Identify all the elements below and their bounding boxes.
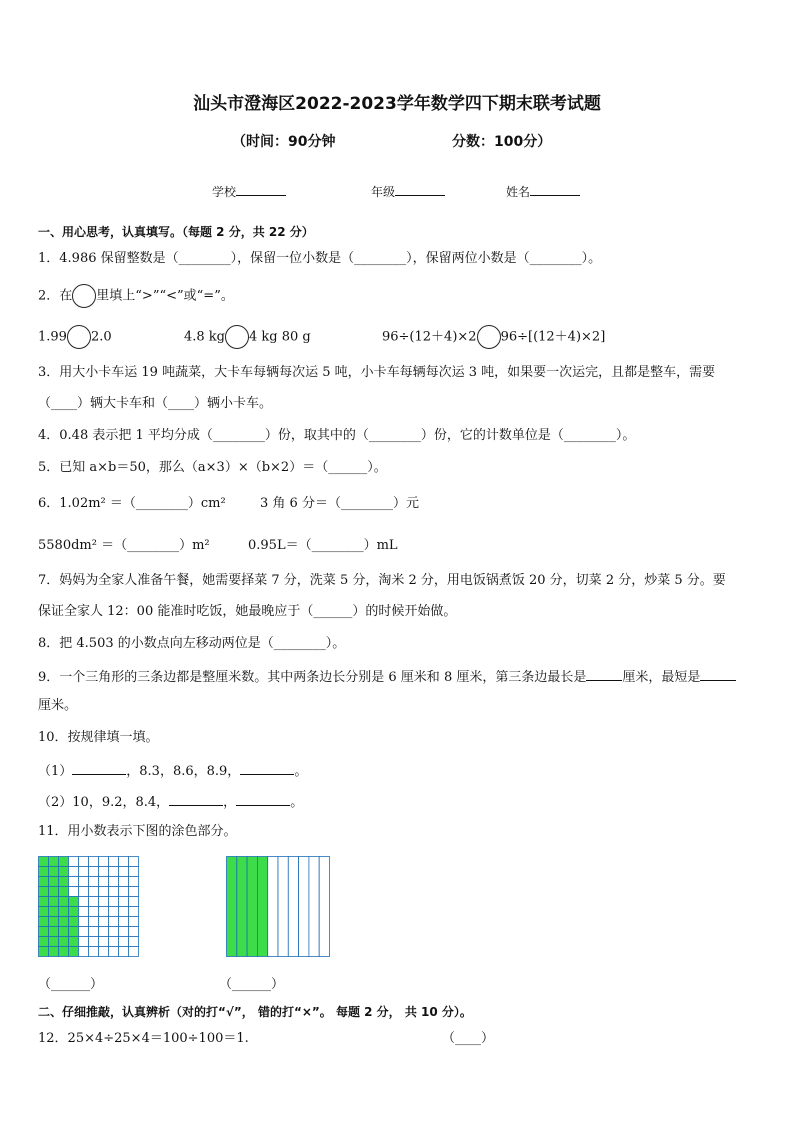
question-6c: 5580dm² ＝（________）m² bbox=[38, 538, 210, 553]
shaded-grid-cell bbox=[59, 947, 69, 957]
grid-cell bbox=[89, 867, 99, 877]
grid-cell bbox=[89, 857, 99, 867]
grid-cell bbox=[119, 907, 129, 917]
compare-circle bbox=[477, 325, 501, 349]
shaded-grid-cell bbox=[39, 877, 49, 887]
compare-1: 1.99 2.0 bbox=[38, 329, 112, 346]
question-4: 4．0.48 表示把 1 平均分成（________）份，取其中的（________）份，它的计数单位是（________）。 bbox=[38, 428, 636, 443]
grid-cell bbox=[99, 947, 109, 957]
shaded-grid-cell bbox=[39, 927, 49, 937]
strip bbox=[309, 857, 319, 957]
shaded-grid-cell bbox=[59, 907, 69, 917]
shaded-grid-cell bbox=[39, 907, 49, 917]
grid-cell bbox=[119, 937, 129, 947]
strip bbox=[268, 857, 278, 957]
grid-cell bbox=[109, 877, 119, 887]
section-2-heading: 二、仔细推敲，认真辨析（对的打“√”， 错的打“×”。 每题 2 分， 共 10 分）。 bbox=[38, 1005, 472, 1019]
grid-cell bbox=[69, 877, 79, 887]
grid-cell bbox=[129, 877, 139, 887]
grid-cell bbox=[99, 917, 109, 927]
grid-cell bbox=[129, 867, 139, 877]
grid-cell bbox=[109, 857, 119, 867]
grid-cell bbox=[99, 867, 109, 877]
grid-cell bbox=[89, 897, 99, 907]
grid-cell bbox=[119, 917, 129, 927]
compare-circle bbox=[72, 284, 96, 308]
shaded-grid-cell bbox=[49, 897, 59, 907]
grid-cell bbox=[109, 887, 119, 897]
grid-cell bbox=[79, 907, 89, 917]
question-6b: 3 角 6 分＝（________）元 bbox=[260, 496, 419, 511]
grid-cell bbox=[79, 897, 89, 907]
question-10-title: 10．按规律填一填。 bbox=[38, 730, 159, 745]
strip bbox=[278, 857, 288, 957]
shaded-grid-cell bbox=[49, 887, 59, 897]
grid-cell bbox=[79, 937, 89, 947]
exam-time: （时间：90分钟 bbox=[232, 134, 336, 150]
name-field: 姓名 bbox=[506, 183, 580, 200]
shaded-grid-cell bbox=[69, 927, 79, 937]
grid-cell bbox=[99, 887, 109, 897]
shaded-grid-cell bbox=[49, 877, 59, 887]
question-12: 12．25×4÷25×4＝100÷100＝1. bbox=[38, 1031, 249, 1046]
grid-cell bbox=[79, 927, 89, 937]
shaded-grid-cell bbox=[49, 937, 59, 947]
tenths-strip-figure bbox=[226, 856, 330, 957]
question-9-line-1: 9．一个三角形的三条边都是整厘米数。其中两条边长分别是 6 厘米和 8 厘米，第三条边最长是 厘米，最短是 bbox=[38, 668, 736, 686]
compare-circle bbox=[225, 325, 249, 349]
question-7-line-2: 保证全家人 12：00 能准时吃饭，她最晚应于（______）的时候开始做。 bbox=[38, 604, 457, 619]
grid-cell bbox=[119, 857, 129, 867]
grid-cell bbox=[89, 947, 99, 957]
grid-cell bbox=[119, 947, 129, 957]
grid-cell bbox=[99, 877, 109, 887]
grid-cell bbox=[79, 877, 89, 887]
shaded-strip bbox=[257, 857, 267, 957]
shaded-grid-cell bbox=[39, 887, 49, 897]
grid-cell bbox=[99, 927, 109, 937]
question-10-1: （1） ，8.3，8.6，8.9， 。 bbox=[38, 764, 308, 779]
question-6a: 6．1.02m² ＝（________）cm² bbox=[38, 496, 226, 511]
grid-cell bbox=[119, 927, 129, 937]
grid-cell bbox=[109, 947, 119, 957]
grid-cell bbox=[79, 917, 89, 927]
shaded-grid-cell bbox=[59, 937, 69, 947]
grid-cell bbox=[89, 877, 99, 887]
strip bbox=[288, 857, 298, 957]
question-12-answer: （____） bbox=[442, 1031, 495, 1046]
question-3-line-2: （____）辆大卡车和（____）辆小卡车。 bbox=[38, 396, 273, 411]
shaded-grid-cell bbox=[69, 907, 79, 917]
grid-cell bbox=[129, 947, 139, 957]
grid-cell bbox=[79, 947, 89, 957]
grid-cell bbox=[89, 917, 99, 927]
shaded-grid-cell bbox=[59, 897, 69, 907]
compare-circle bbox=[67, 325, 91, 349]
grid-cell bbox=[129, 887, 139, 897]
grid-cell bbox=[109, 897, 119, 907]
shaded-grid-cell bbox=[49, 947, 59, 957]
shaded-grid-cell bbox=[49, 927, 59, 937]
question-11-title: 11．用小数表示下图的涂色部分。 bbox=[38, 824, 237, 839]
shaded-grid-cell bbox=[69, 917, 79, 927]
shaded-grid-cell bbox=[39, 857, 49, 867]
shaded-grid-cell bbox=[59, 867, 69, 877]
question-1: 1．4.986 保留整数是（________），保留一位小数是（________），保留两位小数是（________）。 bbox=[38, 251, 602, 266]
grid-cell bbox=[119, 897, 129, 907]
grid-cell bbox=[129, 907, 139, 917]
shaded-grid-cell bbox=[39, 937, 49, 947]
grid-cell bbox=[109, 867, 119, 877]
grid-cell bbox=[129, 917, 139, 927]
shaded-strip bbox=[247, 857, 257, 957]
grid-cell bbox=[89, 927, 99, 937]
exam-score: 分数：100分） bbox=[452, 134, 552, 150]
shaded-grid-cell bbox=[39, 917, 49, 927]
shaded-grid-cell bbox=[69, 937, 79, 947]
question-3-line-1: 3．用大小卡车运 19 吨蔬菜，大卡车每辆每次运 5 吨，小卡车每辆每次运 3 吨，如果要一次运完，且都是整车，需要 bbox=[38, 365, 716, 380]
grid-cell bbox=[79, 887, 89, 897]
shaded-grid-cell bbox=[49, 867, 59, 877]
question-11-answer-2: （______） bbox=[219, 977, 285, 992]
compare-3: 96÷(12＋4)×2 96÷[(12＋4)×2] bbox=[382, 329, 605, 346]
grid-cell bbox=[69, 867, 79, 877]
shaded-grid-cell bbox=[49, 857, 59, 867]
grid-cell bbox=[119, 867, 129, 877]
question-6d: 0.95L＝（________）mL bbox=[248, 538, 398, 553]
question-10-2: （2）10，9.2，8.4， ， 。 bbox=[38, 795, 304, 810]
shaded-grid-cell bbox=[39, 947, 49, 957]
grade-field: 年级 bbox=[371, 183, 445, 200]
shaded-grid-cell bbox=[39, 867, 49, 877]
shaded-strip bbox=[227, 857, 237, 957]
grid-cell bbox=[109, 927, 119, 937]
grid-cell bbox=[109, 917, 119, 927]
grid-cell bbox=[129, 937, 139, 947]
strip bbox=[299, 857, 309, 957]
shaded-grid-cell bbox=[59, 877, 69, 887]
grid-cell bbox=[109, 907, 119, 917]
grid-cell bbox=[109, 937, 119, 947]
hundred-grid-figure bbox=[38, 856, 139, 957]
grid-cell bbox=[129, 927, 139, 937]
grid-cell bbox=[89, 887, 99, 897]
strip bbox=[319, 857, 329, 957]
question-5: 5．已知 a×b＝50，那么（a×3）×（b×2）＝（______）。 bbox=[38, 460, 387, 475]
grid-cell bbox=[129, 857, 139, 867]
shaded-grid-cell bbox=[59, 917, 69, 927]
school-field: 学校 bbox=[212, 183, 286, 200]
shaded-grid-cell bbox=[59, 887, 69, 897]
grid-cell bbox=[129, 897, 139, 907]
grid-cell bbox=[99, 937, 109, 947]
grid-cell bbox=[69, 857, 79, 867]
question-2: 2．在 里填上“>”“<”或“=”。 bbox=[38, 288, 234, 305]
grid-cell bbox=[89, 937, 99, 947]
question-9-line-2: 厘米。 bbox=[38, 698, 78, 713]
shaded-grid-cell bbox=[59, 857, 69, 867]
grid-cell bbox=[99, 897, 109, 907]
grid-cell bbox=[119, 877, 129, 887]
shaded-grid-cell bbox=[69, 947, 79, 957]
shaded-grid-cell bbox=[49, 907, 59, 917]
shaded-grid-cell bbox=[69, 897, 79, 907]
section-1-heading: 一、用心思考，认真填写。（每题 2 分，共 22 分） bbox=[38, 225, 314, 239]
grid-cell bbox=[99, 857, 109, 867]
question-8: 8．把 4.503 的小数点向左移动两位是（________）。 bbox=[38, 636, 346, 651]
shaded-strip bbox=[237, 857, 247, 957]
grid-cell bbox=[79, 857, 89, 867]
question-7-line-1: 7．妈妈为全家人准备午餐，她需要择菜 7 分，洗菜 5 分，淘米 2 分，用电饭锅煮饭 20 分，切菜 2 分，炒菜 5 分。要 bbox=[38, 573, 726, 588]
grid-cell bbox=[99, 907, 109, 917]
grid-cell bbox=[89, 907, 99, 917]
shaded-grid-cell bbox=[49, 917, 59, 927]
compare-2: 4.8 kg 4 kg 80 g bbox=[184, 329, 311, 346]
shaded-grid-cell bbox=[39, 897, 49, 907]
grid-cell bbox=[79, 867, 89, 877]
grid-cell bbox=[119, 887, 129, 897]
question-11-answer-1: （______） bbox=[38, 977, 104, 992]
shaded-grid-cell bbox=[59, 927, 69, 937]
page-title: 汕头市澄海区2022-2023学年数学四下期末联考试题 bbox=[193, 94, 601, 114]
grid-cell bbox=[69, 887, 79, 897]
